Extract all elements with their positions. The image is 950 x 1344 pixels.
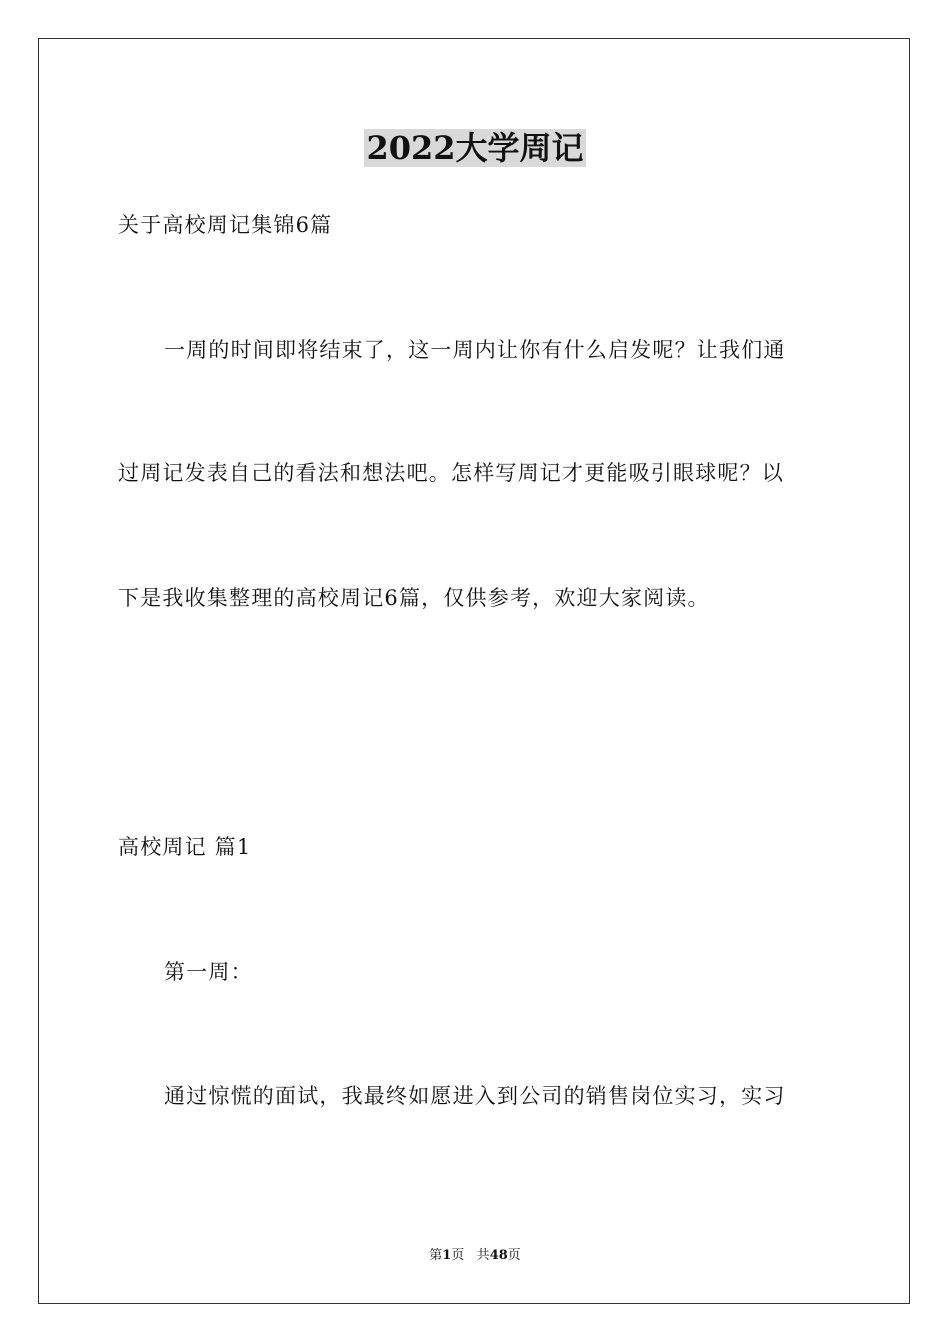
footer-total-prefix: 共 — [476, 1248, 490, 1263]
section-heading: 高校周记 篇1 — [118, 835, 252, 859]
page-footer — [0, 1247, 950, 1265]
footer-total-pages: 48 — [489, 1248, 508, 1263]
footer-page-prefix: 第 — [429, 1248, 443, 1263]
intro-line-1: 一周的时间即将结束了，这一周内让你有什么启发呢？让我们通 — [164, 338, 786, 362]
week-label: 第一周： — [164, 960, 253, 984]
document-subtitle: 关于高校周记集锦6篇 — [118, 213, 333, 237]
intro-line-2: 过周记发表自己的看法和想法吧。怎样写周记才更能吸引眼球呢？以 — [118, 461, 784, 485]
document-title — [0, 128, 950, 168]
footer-total-suffix: 页 — [507, 1248, 521, 1263]
footer-page-number: 1 — [442, 1248, 452, 1263]
document-title-text: 2022大学周记 — [366, 129, 584, 167]
intro-line-3: 下是我收集整理的高校周记6篇，仅供参考，欢迎大家阅读。 — [118, 586, 710, 610]
footer-page-suffix: 页 — [451, 1248, 465, 1263]
body-line-1: 通过惊慌的面试，我最终如愿进入到公司的销售岗位实习，实习 — [164, 1084, 786, 1108]
